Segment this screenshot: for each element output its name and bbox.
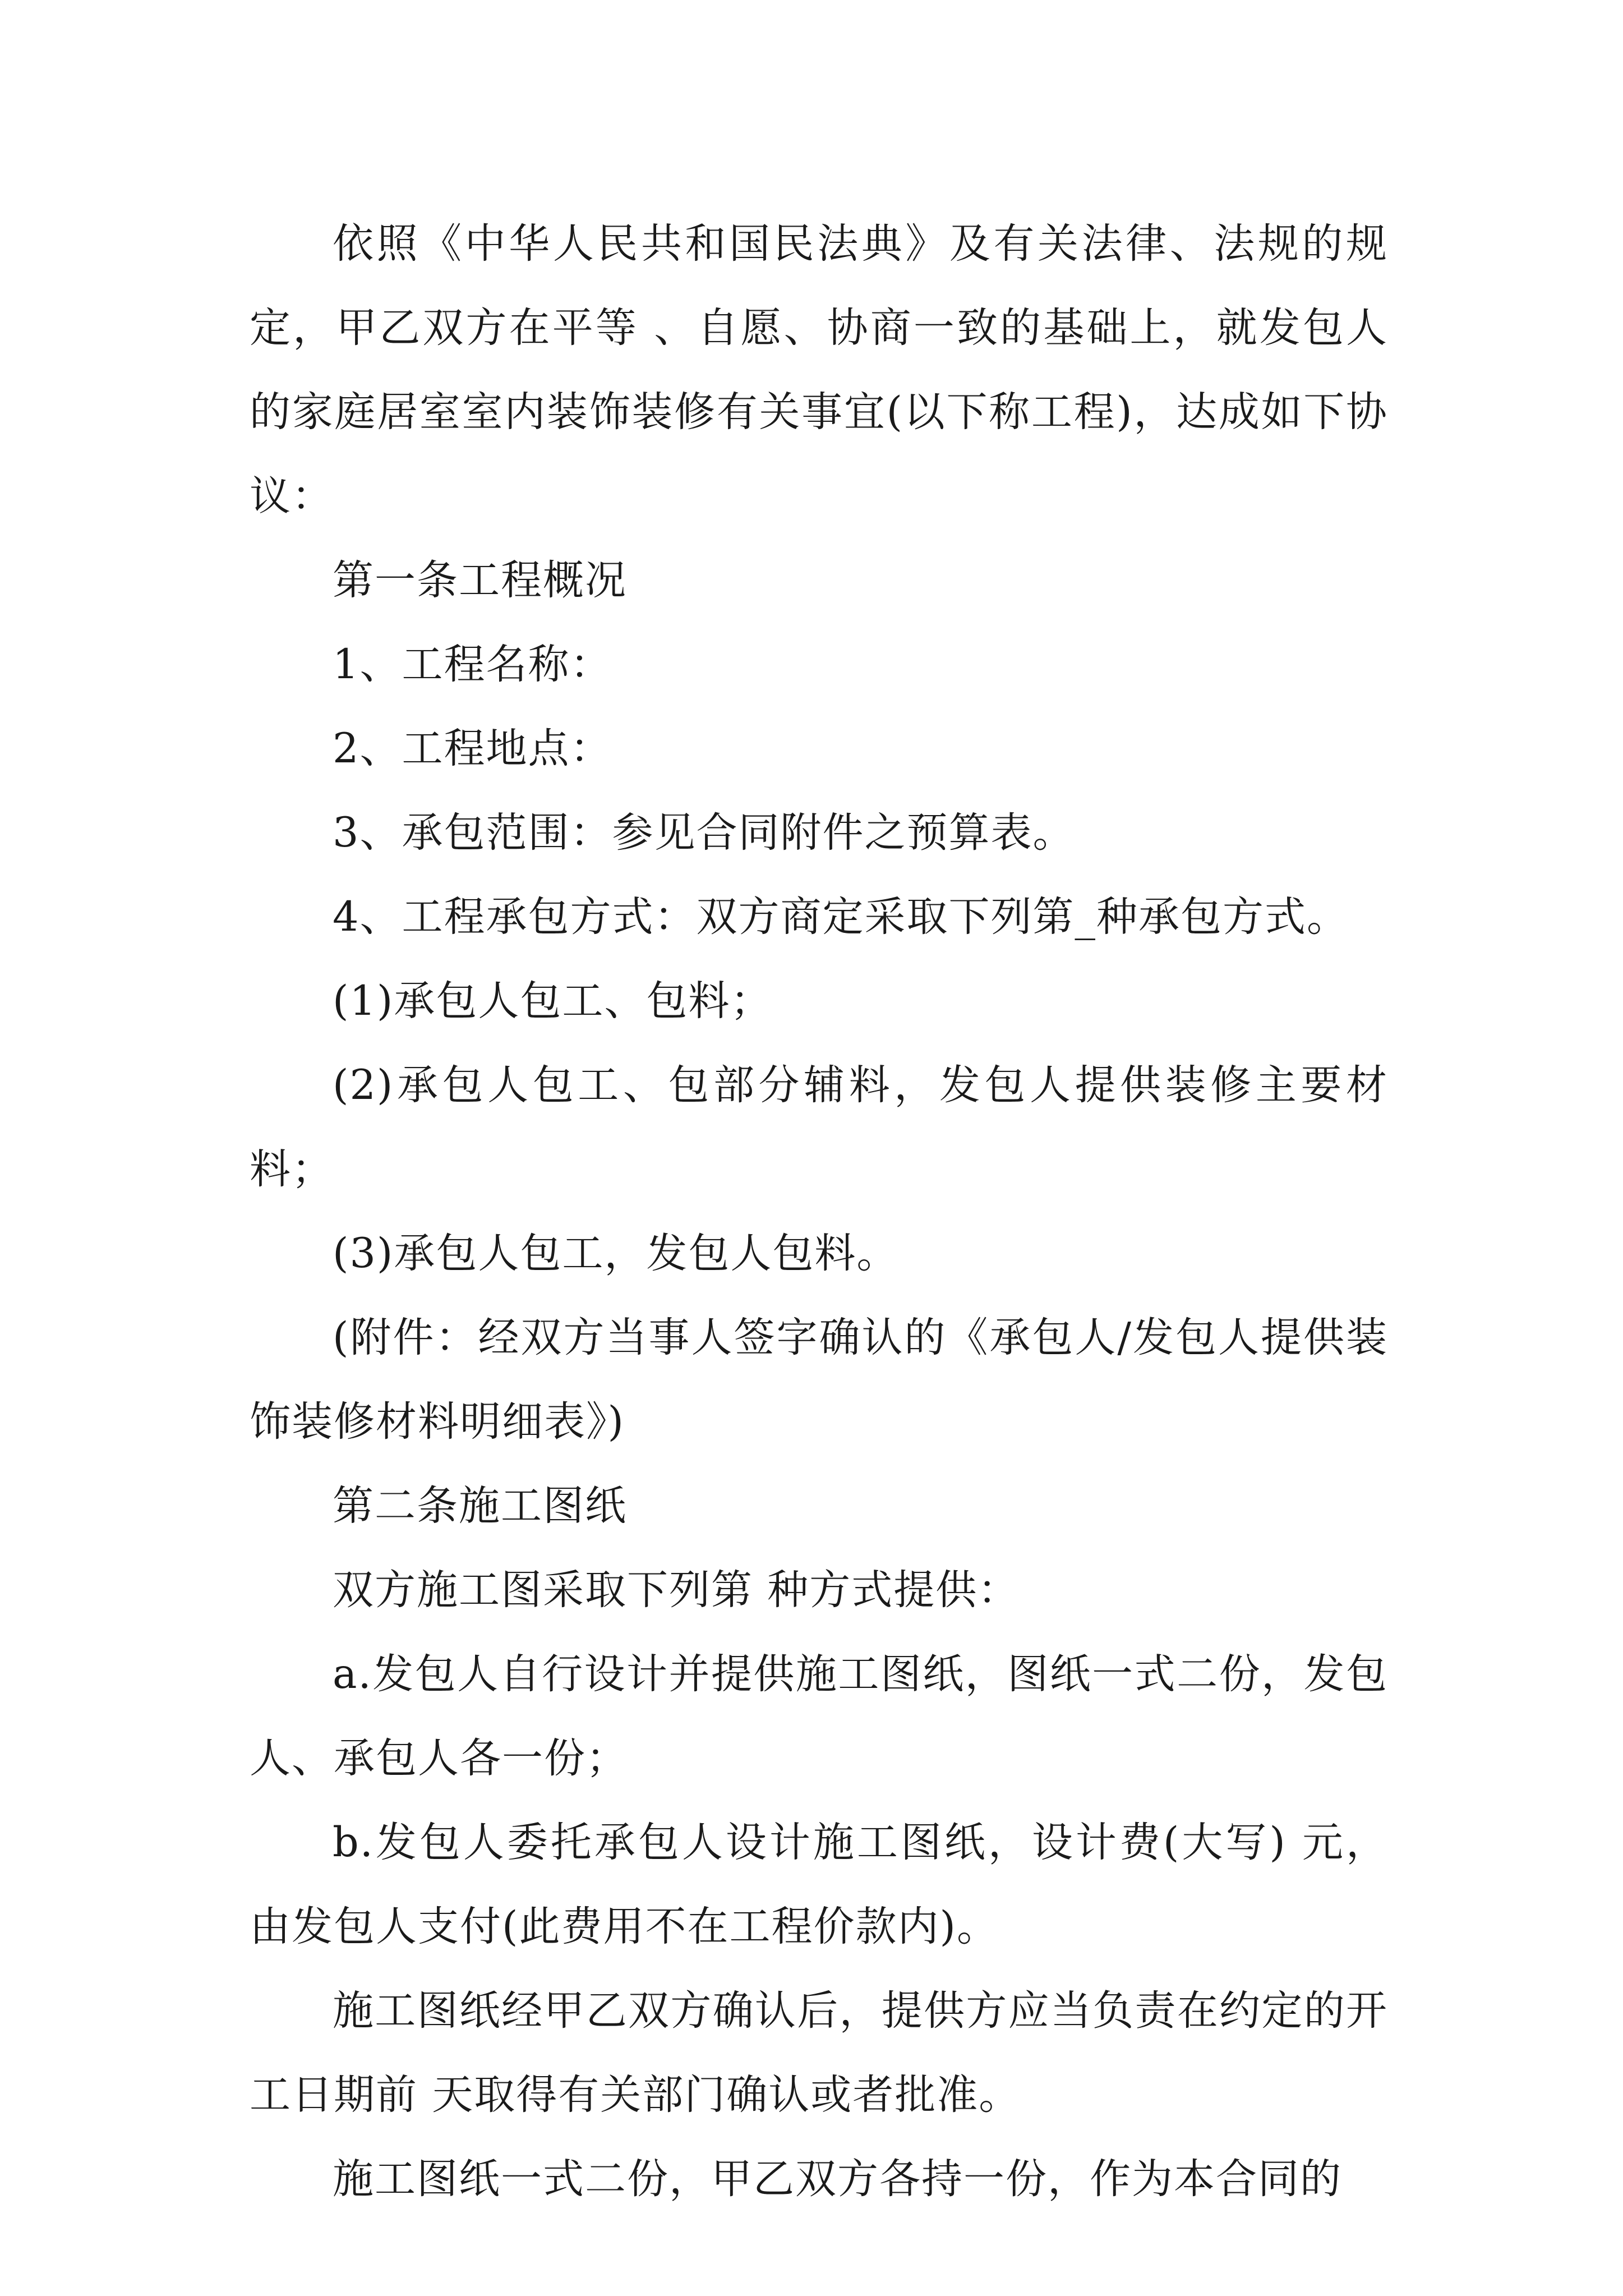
paragraph-drawing-approval: 施工图纸经甲乙双方确认后，提供方应当负责在约定的开工日期前 天取得有关部门确认或者批准。 [250, 1987, 1388, 2119]
paragraph-option-3: (3)承包人包工，发包人包料。 [333, 1230, 899, 1277]
paragraph-contract-method: 4、工程承包方式：双方商定采取下列第_种承包方式。 [333, 893, 1349, 941]
paragraph-preamble: 依照《中华人民共和国民法典》及有关法律、法规的规定，甲乙双方在平等 、自愿、协商一致的基础上，就发包人的家庭居室室内装饰装修有关事宜(以下称工程)，达成如下协议： [250, 220, 1388, 520]
paragraph-project-location: 2、工程地点： [333, 725, 612, 772]
document-body [250, 202, 1388, 2221]
heading-article-2: 第二条施工图纸 [333, 1482, 627, 1530]
paragraph-option-a: a.发包人自行设计并提供施工图纸，图纸一式二份，发包人、承包人各一份； [250, 1650, 1388, 1782]
paragraph-drawing-copies: 施工图纸一式二份，甲乙双方各持一份，作为本合同的 [333, 2155, 1342, 2203]
paragraph-drawing-method: 双方施工图采取下列第 种方式提供： [333, 1566, 1020, 1614]
heading-article-1: 第一条工程概况 [333, 556, 627, 604]
paragraph-contract-scope: 3、承包范围：参见合同附件之预算表。 [333, 809, 1075, 857]
paragraph-option-2: (2)承包人包工、包部分辅料，发包人提供装修主要材料； [250, 1061, 1388, 1193]
paragraph-project-name: 1、工程名称： [333, 641, 612, 688]
paragraph-option-1: (1)承包人包工、包料； [333, 977, 773, 1025]
paragraph-option-b: b.发包人委托承包人设计施工图纸，设计费(大写) 元，由发包人支付(此费用不在工程价款内)。 [250, 1819, 1388, 1950]
paragraph-attachment-note: (附件：经双方当事人签字确认的《承包人/发包人提供装饰装修材料明细表》) [250, 1314, 1388, 1446]
